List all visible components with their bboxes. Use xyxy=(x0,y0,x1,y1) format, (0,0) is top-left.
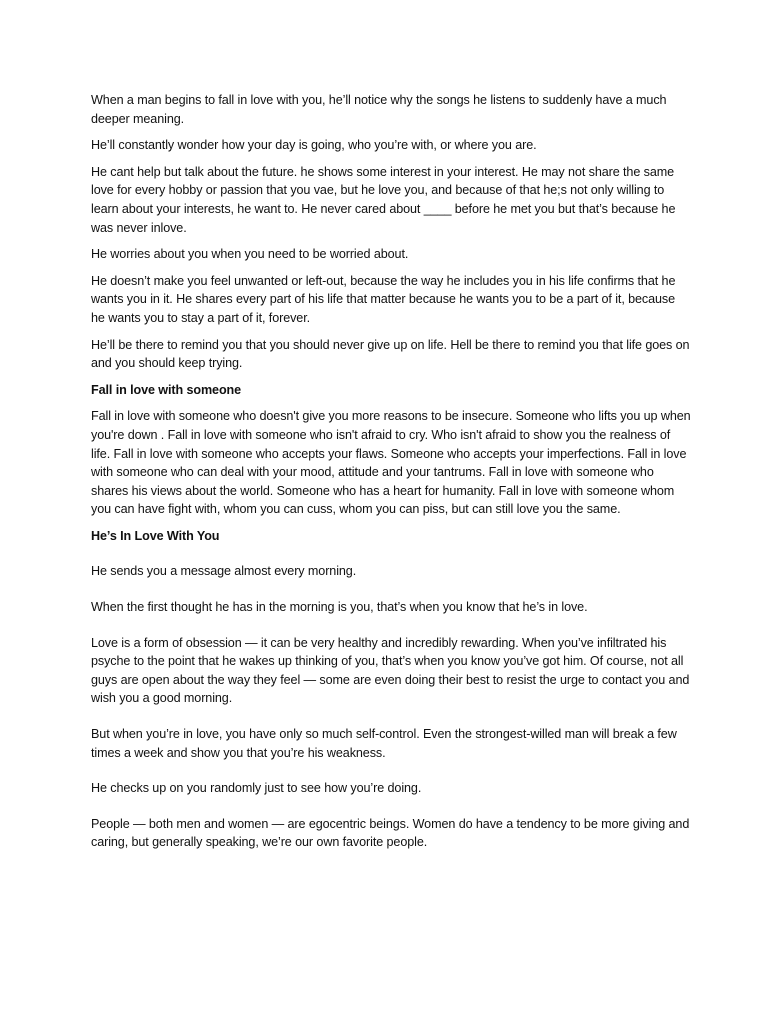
paragraph: Love is a form of obsession — it can be very healthy and incredibly rewarding. When you’ve infiltrated his psyche to the point that he wakes up thinking of you, that’s when you know you’ve got him. Of course, not all guys are open about the way they feel — some are even doing their best to resist the urge to contact you and wish you a good morning. xyxy=(91,635,690,706)
paragraph: He sends you a message almost every morning. xyxy=(91,564,357,579)
paragraph: Fall in love with someone who doesn't give you more reasons to be insecure. Someone who lifts you up when you're down . Fall in love with someone who isn't afraid to cry. Who isn't afraid to show you the realness of life. Fall in love with someone who accepts your flaws. Someone who accepts your imperfections. Fall in love with someone who can deal with your mood, attitude and your tantrums. Fall in love with someone who shares his views about the world. Someone who has a heart for humanity. Fall in love with someone whom you can have fight with, whom you can cuss, whom you can piss, but can still love you the same. xyxy=(91,409,691,517)
paragraph: He’ll constantly wonder how your day is going, who you’re with, or where you are. xyxy=(91,138,537,153)
section-heading: He’s In Love With You xyxy=(91,528,220,543)
paragraph: He checks up on you randomly just to see how you’re doing. xyxy=(91,781,422,796)
document-body xyxy=(91,91,691,860)
paragraph: He cant help but talk about the future. he shows some interest in your interest. He may not share the same love for every hobby or passion that you vae, but he love you, and because of that he;s not only willing to learn about your interests, he want to. He never cared about ____ before he met you but that’s because he was never inlove. xyxy=(91,164,676,235)
paragraph: He worries about you when you need to be worried about. xyxy=(91,247,409,262)
paragraph: When a man begins to fall in love with you, he’ll notice why the songs he listens to suddenly have a much deeper meaning. xyxy=(91,93,667,126)
paragraph: He’ll be there to remind you that you should never give up on life. Hell be there to remind you that life goes on and you should keep trying. xyxy=(91,337,690,371)
paragraph: When the first thought he has in the morning is you, that’s when you know that he’s in love. xyxy=(91,600,588,615)
paragraph: But when you’re in love, you have only so much self-control. Even the strongest-willed man will break a few times a week and show you that you’re his weakness. xyxy=(91,727,677,760)
section-heading: Fall in love with someone xyxy=(91,382,242,397)
paragraph: People — both men and women — are egocentric beings. Women do have a tendency to be more giving and caring, but generally speaking, we’re our own favorite people. xyxy=(91,816,690,850)
paragraph: He doesn’t make you feel unwanted or left-out, because the way he includes you in his life confirms that he wants you in it. He shares every part of his life that matter because he wants you to be a part of it, because he wants you to stay a part of it, forever. xyxy=(91,273,676,325)
